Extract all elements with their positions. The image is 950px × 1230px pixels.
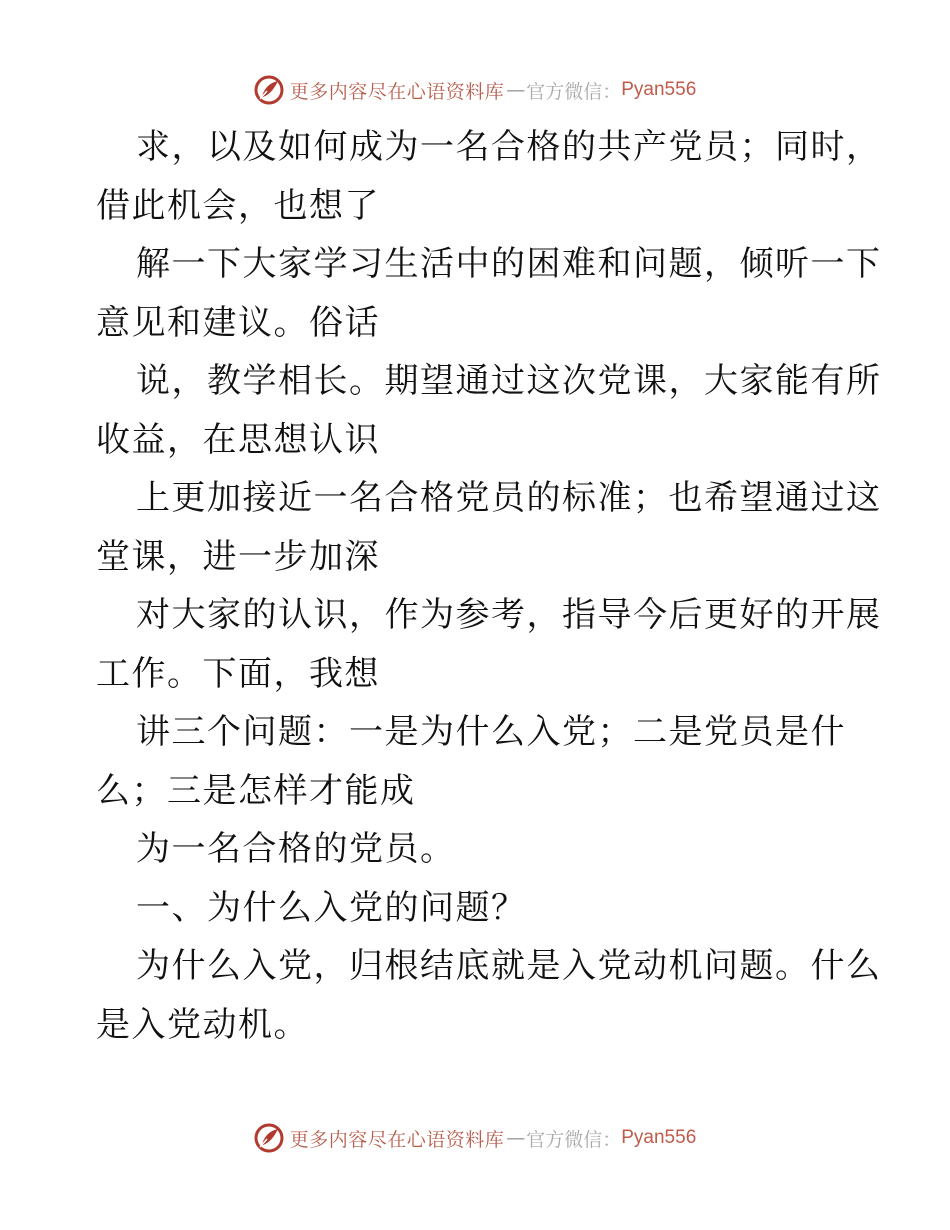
body-line: 借此机会，也想了 (96, 185, 380, 226)
body-line: 上更加接近一名合格党员的标准；也希望通过这 (136, 478, 882, 518)
body-line: 么；三是怎样才能成 (96, 770, 416, 811)
section-heading: 一、为什么入党的问题？ (136, 887, 527, 928)
banner-separator: — (506, 79, 525, 101)
body-line: 对大家的认识，作为参考，指导今后更好的开展 (136, 595, 882, 635)
banner-label: 官方微信： (526, 80, 622, 103)
body-line: 解一下大家学习生活中的困难和问题，倾听一下 (136, 244, 882, 284)
body-line: 求，以及如何成为一名合格的共产党员；同时， (136, 127, 882, 167)
body-line: 堂课，进一步加深 (96, 536, 380, 577)
body-line: 为一名合格的党员。 (136, 829, 456, 869)
body-line: 为什么入党，归根结底就是入党动机问题。什么 (136, 946, 882, 986)
body-line: 是入党动机。 (96, 1004, 309, 1045)
banner-label: 官方微信： (526, 1128, 622, 1151)
leaf-swirl-icon (254, 75, 284, 105)
banner-title: 更多内容尽在心语资料库 (289, 1128, 505, 1151)
banner-wechat-id: Pyan556 (621, 1127, 697, 1148)
banner-title: 更多内容尽在心语资料库 (289, 80, 505, 103)
banner-separator: — (506, 1127, 525, 1149)
body-line: 讲三个问题：一是为什么入党；二是党员是什 (136, 712, 846, 752)
document-body (96, 118, 882, 1054)
header-banner (0, 70, 950, 110)
footer-banner (0, 1118, 950, 1158)
banner-wechat-id: Pyan556 (621, 79, 697, 100)
leaf-swirl-icon (254, 1123, 284, 1153)
body-line: 收益，在思想认识 (96, 419, 380, 460)
body-line: 意见和建议。俗话 (96, 302, 380, 343)
body-line: 说，教学相长。期望通过这次党课，大家能有所 (136, 361, 882, 401)
body-line: 工作。下面，我想 (96, 653, 380, 694)
